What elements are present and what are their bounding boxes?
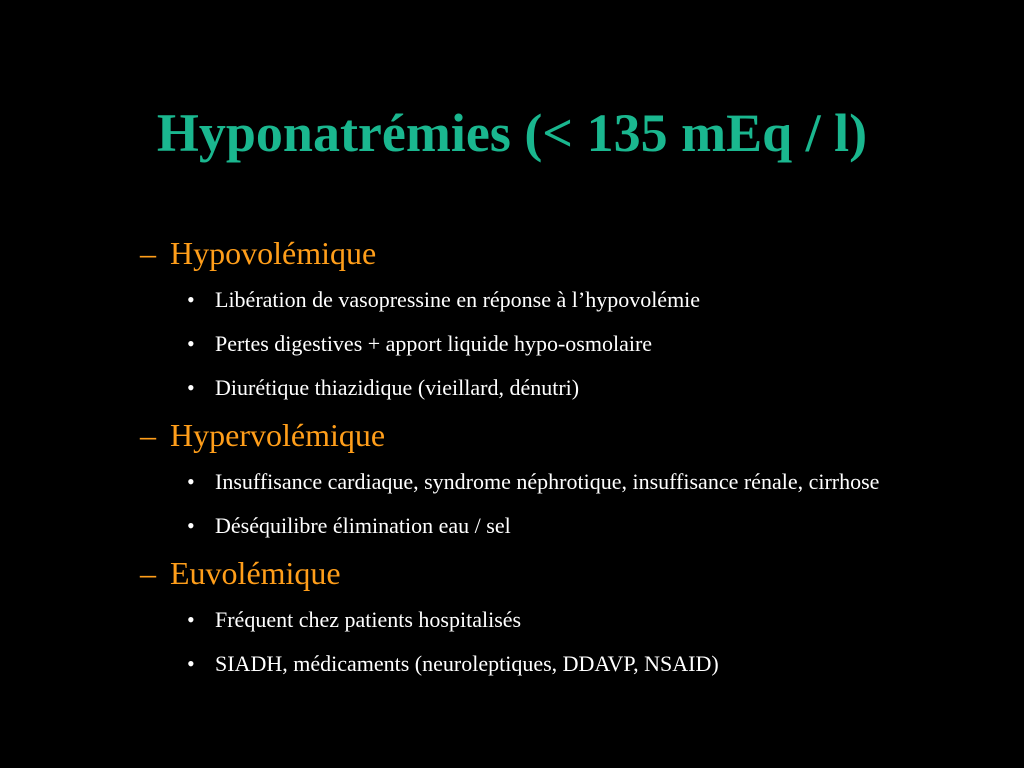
bullet-icon: • xyxy=(187,651,195,676)
dash-icon: – xyxy=(140,555,156,591)
bullet-icon: • xyxy=(187,469,195,494)
slide-title: Hyponatrémies (< 135 mEq / l) xyxy=(156,103,868,163)
section-hypovolemique xyxy=(140,232,930,406)
section-heading-text: Euvolémique xyxy=(170,555,341,591)
slide-content xyxy=(140,232,930,690)
section-heading xyxy=(140,232,930,274)
section-heading-text: Hypervolémique xyxy=(170,417,386,453)
bullet-item xyxy=(140,646,930,682)
bullet-icon: • xyxy=(187,375,195,400)
section-heading xyxy=(140,414,930,456)
bullet-item xyxy=(140,326,930,362)
bullet-text: SIADH, médicaments (neuroleptiques, DDAVP, NSAID) xyxy=(215,651,719,676)
bullet-text: Diurétique thiazidique (vieillard, dénutri) xyxy=(215,375,580,400)
bullet-item xyxy=(140,464,930,500)
bullet-icon: • xyxy=(187,513,195,538)
bullet-item xyxy=(140,602,930,638)
bullet-text: Déséquilibre élimination eau / sel xyxy=(215,513,511,538)
bullet-text: Insuffisance cardiaque, syndrome néphrotique, insuffisance rénale, cirrhose xyxy=(215,469,880,494)
bullet-item xyxy=(140,282,930,318)
bullet-list xyxy=(140,464,930,544)
bullet-item xyxy=(140,370,930,406)
section-heading-text: Hypovolémique xyxy=(170,235,377,271)
bullet-text: Libération de vasopressine en réponse à l’hypovolémie xyxy=(215,287,701,312)
bullet-list xyxy=(140,602,930,682)
bullet-item xyxy=(140,508,930,544)
bullet-icon: • xyxy=(187,287,195,312)
bullet-icon: • xyxy=(187,607,195,632)
bullet-text: Pertes digestives + apport liquide hypo-osmolaire xyxy=(215,331,653,356)
dash-icon: – xyxy=(140,417,156,453)
section-hypervolemique xyxy=(140,414,930,544)
section-euvolemique xyxy=(140,552,930,682)
dash-icon: – xyxy=(140,235,156,271)
section-heading xyxy=(140,552,930,594)
bullet-icon: • xyxy=(187,331,195,356)
bullet-list xyxy=(140,282,930,406)
bullet-text: Fréquent chez patients hospitalisés xyxy=(215,607,522,632)
